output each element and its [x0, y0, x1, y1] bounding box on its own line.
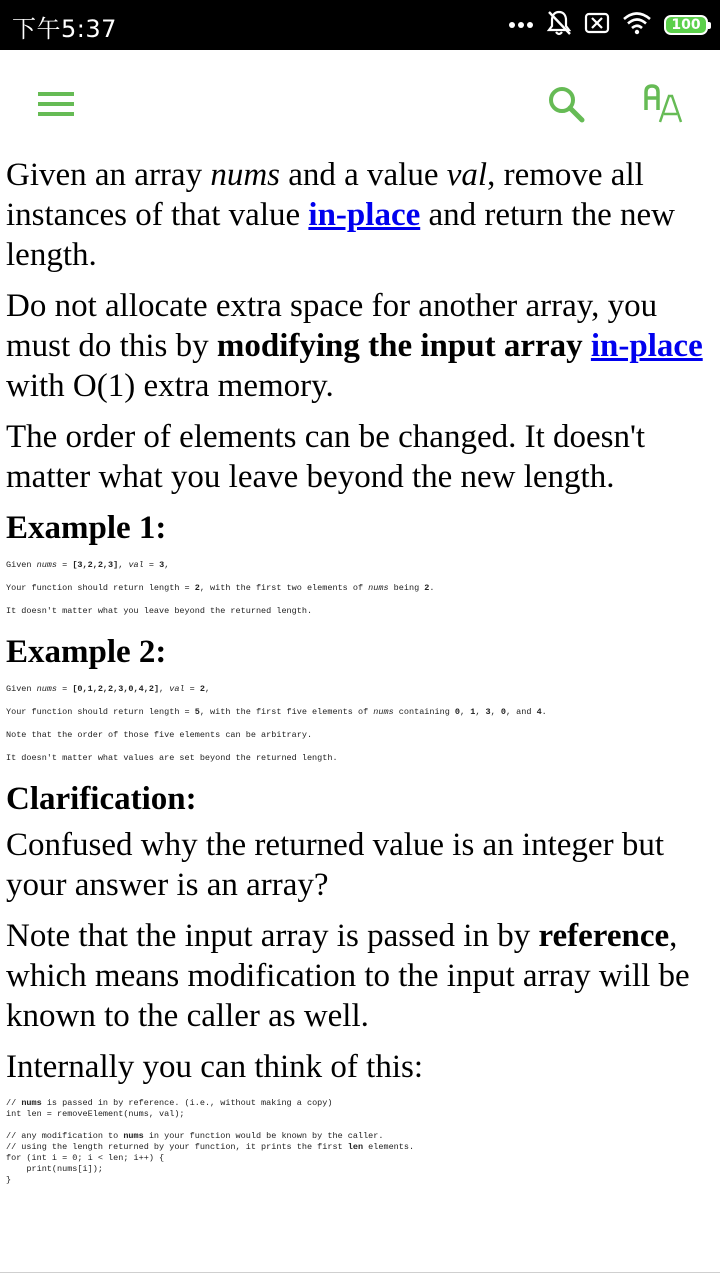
text-span: .	[541, 707, 547, 717]
code-blank-line	[6, 1120, 712, 1131]
bold-text: nums	[123, 1131, 144, 1141]
wifi-icon	[622, 11, 652, 40]
var-nums: nums	[373, 707, 394, 717]
text-span: and return the new length.	[6, 197, 675, 273]
bold-text: 2	[199, 684, 205, 694]
code-line: int len = removeElement(nums, val);	[6, 1109, 185, 1119]
bold-text: 0	[500, 707, 506, 717]
text-span: =	[57, 684, 73, 694]
var-nums: nums	[368, 583, 389, 593]
battery-icon: 100	[664, 15, 708, 35]
status-time: 下午5:37	[12, 15, 117, 43]
bold-text: 4	[536, 707, 542, 717]
code-line	[6, 1098, 712, 1109]
example-1-line-1	[6, 560, 712, 570]
bold-text: 2	[194, 583, 200, 593]
var-nums: nums	[210, 157, 281, 193]
bold-text: [0,1,2,2,3,0,4,2]	[72, 684, 160, 694]
var-val: val	[446, 157, 488, 193]
text-span: elements.	[363, 1142, 415, 1152]
var-nums: nums	[36, 560, 58, 570]
text-span: ,	[164, 560, 170, 570]
order-paragraph: The order of elements can be changed. It doesn't matter what you leave beyond the new length.	[6, 419, 646, 495]
text-span: // using the length returned by your function, it prints the first	[6, 1142, 348, 1152]
app-toolbar	[0, 50, 720, 160]
text-span: Do not allocate extra space for another array, you must do this by	[6, 288, 658, 364]
in-place-link[interactable]: in-place	[308, 197, 421, 233]
clarification-paragraph-1: Confused why the returned value is an integer but your answer is an array?	[6, 827, 664, 903]
bold-text: modifying the input array	[216, 328, 583, 364]
text-span: ,	[159, 684, 170, 694]
example-2-line-2	[6, 707, 712, 717]
code-line	[6, 1142, 712, 1153]
bold-text: 1	[470, 707, 476, 717]
var-nums: nums	[36, 684, 58, 694]
text-span: ,	[118, 560, 129, 570]
text-span: =	[57, 560, 73, 570]
text-span: containing	[393, 707, 455, 717]
text-span: Your function should return length =	[6, 583, 195, 593]
example-2-line-4: It doesn't matter what values are set beyond the returned length.	[6, 753, 338, 763]
text-span: with O(1) extra memory.	[6, 368, 334, 404]
bold-text: len	[347, 1142, 364, 1152]
var-val: val	[169, 684, 185, 694]
text-span: ,	[460, 707, 471, 717]
status-icons	[508, 10, 708, 40]
mute-icon	[546, 9, 572, 42]
code-line: }	[6, 1175, 12, 1185]
clarification-paragraph-2	[6, 916, 712, 1036]
clarification-paragraph-3: Internally you can think of this:	[6, 1049, 423, 1085]
example-2-heading: Example 2:	[6, 634, 167, 670]
bold-text: 2	[424, 583, 430, 593]
example-1-heading: Example 1:	[6, 510, 167, 546]
problem-description	[6, 155, 712, 1186]
example-2-line-3: Note that the order of those five elements can be arbitrary.	[6, 730, 313, 740]
text-span: , and	[505, 707, 537, 717]
text-span: Given	[6, 684, 37, 694]
text-span: =	[143, 560, 160, 570]
text-span: =	[184, 684, 200, 694]
font-size-icon[interactable]	[640, 80, 688, 128]
text-span: // any modification to	[6, 1131, 124, 1141]
sim-x-icon	[584, 12, 610, 39]
in-place-link[interactable]: in-place	[590, 328, 703, 364]
bold-text: 3	[485, 707, 491, 717]
bold-text: reference	[538, 918, 670, 954]
status-bar	[0, 0, 720, 50]
menu-icon[interactable]	[32, 80, 80, 128]
intro-paragraph	[6, 155, 712, 275]
code-line: print(nums[i]);	[6, 1164, 103, 1174]
bold-text: 5	[194, 707, 200, 717]
example-1-line-2	[6, 583, 712, 593]
text-span: and a value	[280, 157, 447, 193]
text-span: Given	[6, 560, 37, 570]
constraint-paragraph	[6, 286, 712, 406]
text-span: , which means modification to the input array will be known to the caller as well.	[6, 918, 690, 1034]
clarification-heading: Clarification:	[6, 781, 197, 817]
text-span: , with the first two elements of	[199, 583, 369, 593]
text-span: being	[388, 583, 425, 593]
code-line	[6, 1131, 712, 1142]
text-span: in your function would be known by the caller.	[143, 1131, 384, 1141]
bold-text: 0	[454, 707, 461, 717]
text-span: is passed in by reference. (i.e., without making a copy)	[41, 1098, 333, 1108]
text-span: ,	[490, 707, 501, 717]
bold-text: [3,2,2,3]	[72, 560, 119, 570]
var-val: val	[128, 560, 144, 570]
text-span: ,	[204, 684, 211, 694]
code-line: for (int i = 0; i < len; i++) {	[6, 1153, 165, 1163]
bold-text: 3	[159, 560, 165, 570]
more-dots-icon	[508, 16, 534, 34]
text-span: , remove all instances of that value	[6, 157, 644, 233]
text-span: Given an array	[6, 157, 211, 193]
text-span: , with the first five elements of	[199, 707, 374, 717]
text-span: Note that the input array is passed in by	[6, 918, 539, 954]
example-2-line-1	[6, 684, 712, 694]
text-span: //	[6, 1098, 22, 1108]
text-span: ,	[475, 707, 486, 717]
example-1-line-3: It doesn't matter what you leave beyond the returned length.	[6, 606, 313, 616]
text-span: .	[429, 583, 435, 593]
bottom-divider	[0, 1272, 720, 1273]
search-icon[interactable]	[542, 80, 590, 128]
bold-text: nums	[21, 1098, 42, 1108]
code-block	[6, 1098, 712, 1186]
text-span: Your function should return length =	[6, 707, 195, 717]
